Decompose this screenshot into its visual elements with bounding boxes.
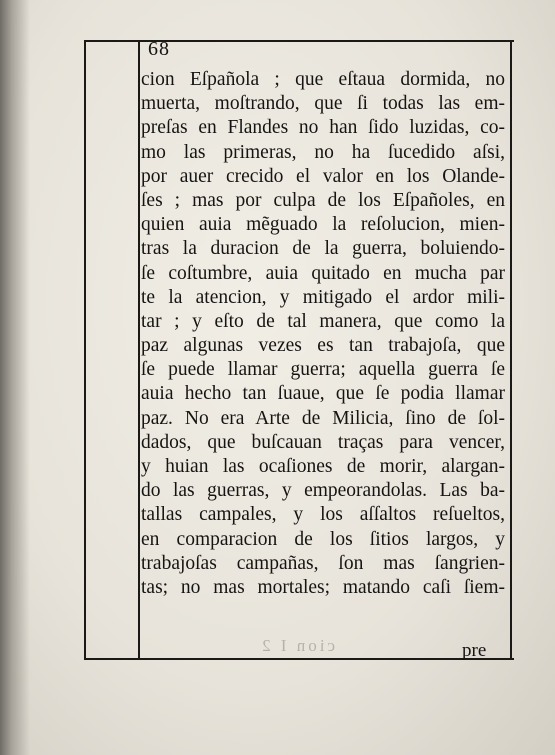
text-line: tas; no mas mortales; matando caſi ſiem- [141, 576, 505, 598]
text-line: y huian las ocaſiones de morir, alargan- [141, 456, 505, 477]
text-line: ſes ; mas por culpa de los Eſpañoles, en [141, 189, 505, 211]
gutter-shadow [0, 0, 30, 755]
text-line: te la atencion, y mitigado el ardor mili- [141, 286, 505, 308]
text-line: dados, que buſcauan traças para vencer, [141, 431, 505, 453]
text-line: trabajoſas campañas, ſon mas ſangrien- [141, 552, 505, 574]
text-line: cion Eſpañola ; que eſtaua dormida, no [141, 69, 505, 90]
frame-rule-left [84, 40, 86, 660]
text-line: quien auia mẽguado la reſolucion, mien- [141, 214, 505, 236]
text-line: tallas campales, y los aſſaltos reſueltos, [141, 504, 505, 526]
text-line: tar ; y eſto de tal manera, que como la [141, 310, 505, 332]
text-line: en comparacion de los ſitios largos, y [141, 528, 505, 550]
bleed-through-text: cion I 2 [259, 636, 335, 655]
page-number: 68 [148, 38, 170, 60]
text-line: preſas en Flandes no han ſido luzidas, co- [141, 117, 505, 139]
text-line: auia hecho tan ſuaue, que ſe podia llamar [141, 383, 505, 405]
frame-rule-margin [138, 40, 140, 660]
text-line: paz algunas vezes es tan trabajoſa, que [141, 335, 505, 357]
text-line: muerta, moſtrando, que ſi todas las em- [141, 93, 505, 115]
frame-rule-bottom [84, 658, 514, 660]
text-line: mo las primeras, no ha ſucedido aſsi, [141, 141, 505, 163]
text-line: do las guerras, y empeorandolas. Las ba- [141, 480, 505, 502]
catchword: pre [462, 640, 487, 661]
text-line: ſe puede llamar guerra; aquella guerra ſe [141, 359, 505, 381]
frame-rule-right [510, 40, 512, 660]
body-text [141, 68, 505, 600]
text-line: ſe coſtumbre, auia quitado en mucha par [141, 262, 505, 284]
text-line: por auer crecido el valor en los Olande- [141, 165, 505, 187]
text-line: paz. No era Arte de Milicia, ſino de ſol- [141, 407, 505, 429]
text-line: tras la duracion de la guerra, boluiendo- [141, 238, 505, 260]
